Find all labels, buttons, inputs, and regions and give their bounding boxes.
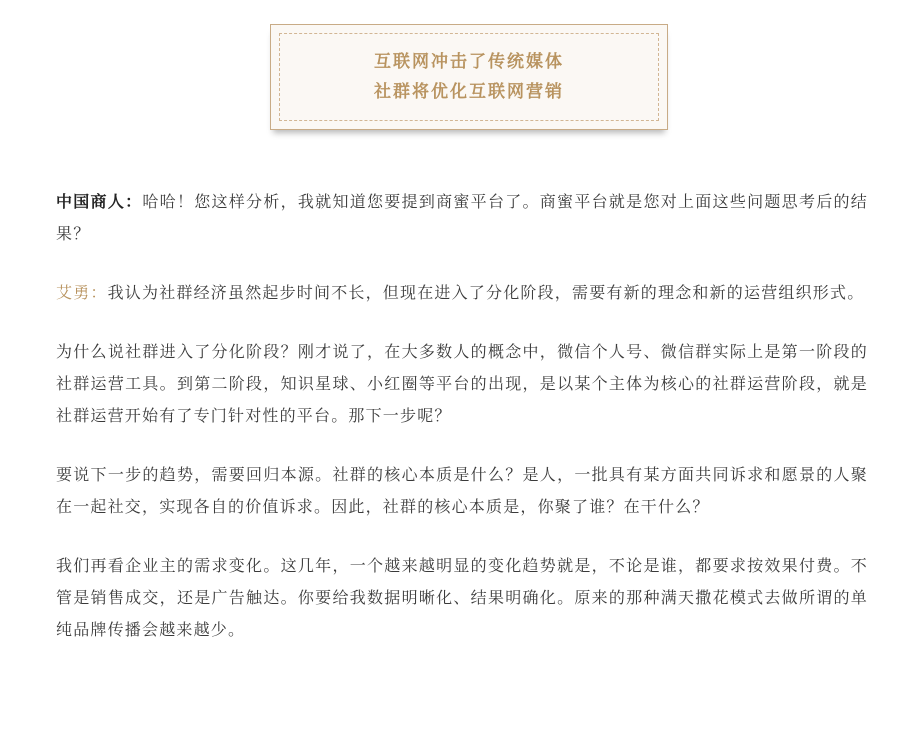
title-frame (279, 33, 659, 121)
title-line-2: 社群将优化互联网营销 (374, 82, 564, 102)
paragraph-ai-yong-answer (56, 277, 868, 309)
paragraph-core-essence: 要说下一步的趋势，需要回归本源。社群的核心本质是什么？是人，一批具有某方面共同诉求和愿景的人聚在一起社交，实现各自的价值诉求。因此，社群的核心本质是，你聚了谁？在干什么？ (56, 465, 868, 516)
speaker-merchant: 中国商人： (56, 192, 143, 211)
paragraph-stages: 为什么说社群进入了分化阶段？刚才说了，在大多数人的概念中，微信个人号、微信群实际上是第一阶段的社群运营工具。到第二阶段，知识星球、小红圈等平台的出现，是以某个主体为核心的社群运营阶段，就是社群运营开始有了专门针对性的平台。那下一步呢？ (56, 342, 868, 425)
title-line-1: 互联网冲击了传统媒体 (374, 52, 564, 72)
paragraph-text: 哈哈！您这样分析，我就知道您要提到商蜜平台了。商蜜平台就是您对上面这些问题思考后的结果？ (56, 192, 868, 243)
speaker-ai-yong: 艾勇： (56, 283, 108, 302)
paragraph-demand-change: 我们再看企业主的需求变化。这几年，一个越来越明显的变化趋势就是，不论是谁，都要求按效果付费。不管是销售成交，还是广告触达。你要给我数据明晰化、结果明确化。原来的那种满天撒花模式去做所谓的单纯品牌传播会越来越少。 (56, 556, 868, 639)
title-card (270, 24, 668, 130)
article-body (56, 186, 868, 673)
paragraph-merchant-question (56, 186, 868, 250)
paragraph-text: 我认为社群经济虽然起步时间不长，但现在进入了分化阶段，需要有新的理念和新的运营组织形式。 (107, 283, 865, 302)
